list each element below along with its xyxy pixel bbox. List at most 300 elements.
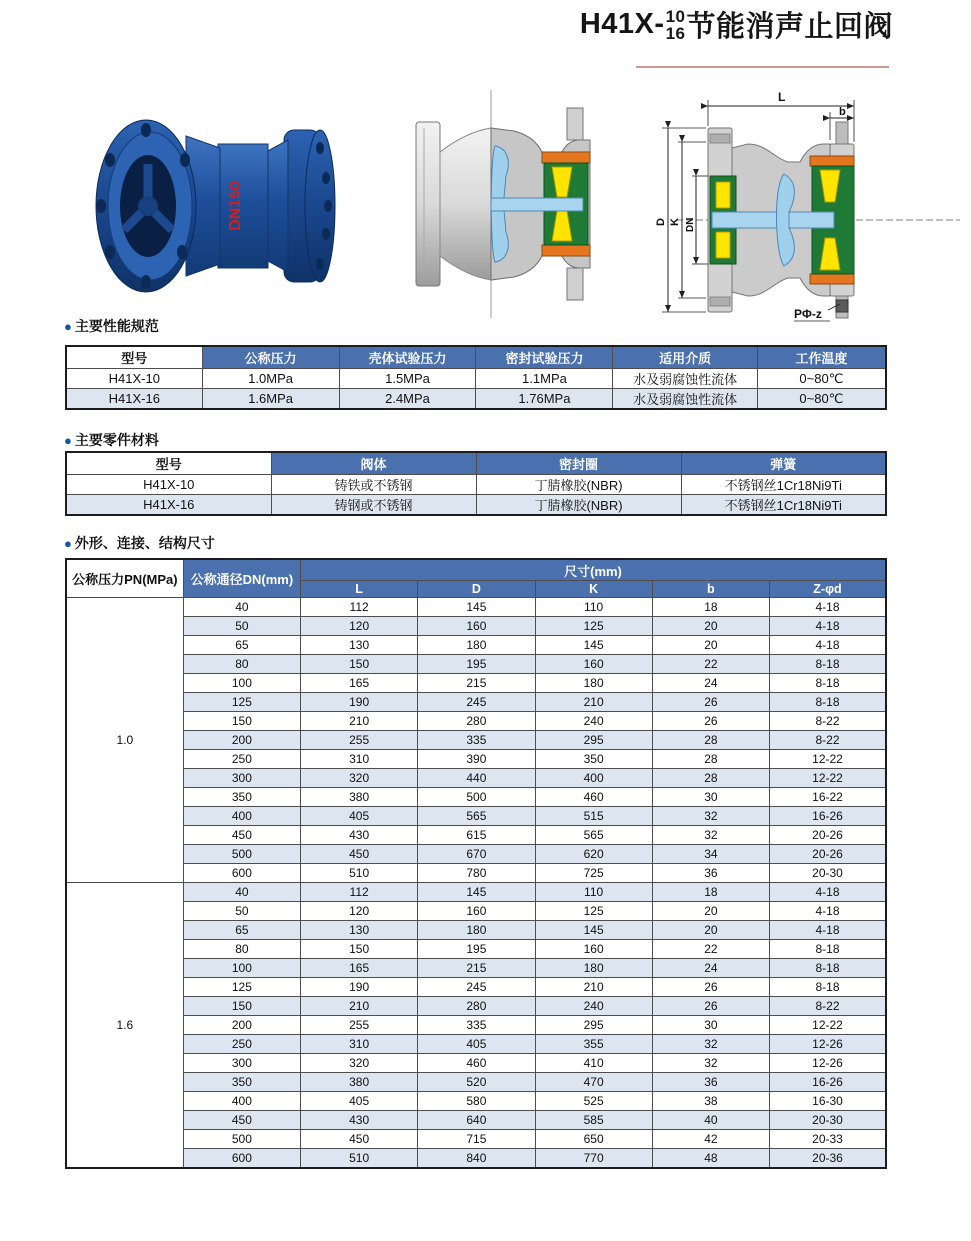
col-header-model: 型号: [66, 452, 271, 475]
bolt-hole: [316, 142, 324, 154]
table-row: [66, 369, 886, 389]
table-cell: 245: [418, 978, 535, 997]
table-cell: 8-18: [770, 693, 887, 712]
table-cell: 0~80℃: [757, 369, 886, 389]
table-cell: 405: [301, 1092, 418, 1111]
bolt-hole: [324, 200, 332, 212]
table-cell: 48: [652, 1149, 769, 1169]
table-cell: 250: [183, 1035, 300, 1054]
bolt-hole: [105, 245, 115, 259]
col-header-b: b: [652, 581, 769, 598]
table-cell: 水及弱腐蚀性流体: [613, 369, 757, 389]
table-cell: 16-26: [770, 1073, 887, 1092]
table-cell: 200: [183, 731, 300, 750]
col-header-body: 阀体: [271, 452, 476, 475]
table-cell: 150: [183, 997, 300, 1016]
table-cell: 190: [301, 693, 418, 712]
table-row: [66, 1016, 886, 1035]
table-cell: 112: [301, 598, 418, 617]
col-header-Zd: Z-φd: [770, 581, 887, 598]
table-row: [66, 864, 886, 883]
table-cell: 715: [418, 1130, 535, 1149]
table-cell: 120: [301, 902, 418, 921]
bolt-hole: [96, 199, 106, 213]
table-cell: 铸铁或不锈钢: [271, 475, 476, 495]
bolt-hole: [322, 172, 330, 184]
table-cell: 12-22: [770, 750, 887, 769]
bolt-hole: [105, 153, 115, 167]
table-cell: 40: [183, 598, 300, 617]
table-cell: 460: [418, 1054, 535, 1073]
table-row: [66, 902, 886, 921]
table-cell: 24: [652, 674, 769, 693]
table-cell: 26: [652, 978, 769, 997]
valve-dimension-diagram: [648, 86, 966, 329]
table-row: [66, 475, 886, 495]
table-cell: 38: [652, 1092, 769, 1111]
table-cell: 145: [535, 921, 652, 940]
table-cell: 1.1MPa: [476, 369, 613, 389]
table-cell: 215: [418, 959, 535, 978]
table-cell: 20-30: [770, 864, 887, 883]
table-cell: 335: [418, 1016, 535, 1035]
table-cell: 165: [301, 674, 418, 693]
section-heading-materials: [64, 430, 159, 450]
table-cell: 160: [418, 902, 535, 921]
table-cell: 210: [301, 712, 418, 731]
table-cell: 4-18: [770, 921, 887, 940]
performance-table: [65, 345, 887, 410]
table-cell: 460: [535, 788, 652, 807]
table-cell: 300: [183, 1054, 300, 1073]
table-cell: 26: [652, 693, 769, 712]
table-cell: 32: [652, 826, 769, 845]
table-cell: 565: [535, 826, 652, 845]
table-cell: 36: [652, 1073, 769, 1092]
table-cell: 丁腈橡胶(NBR): [476, 495, 681, 516]
table-cell: 250: [183, 750, 300, 769]
table-cell: 65: [183, 636, 300, 655]
table-cell: 水及弱腐蚀性流体: [613, 389, 757, 410]
header-row: [66, 346, 886, 369]
dimension-drawing: [648, 86, 966, 324]
table-cell: 18: [652, 883, 769, 902]
table-cell: 565: [418, 807, 535, 826]
table-cell: 440: [418, 769, 535, 788]
table-cell: 28: [652, 731, 769, 750]
dim-label-K: K: [669, 218, 681, 226]
title-underline: [636, 66, 889, 68]
table-cell: 125: [535, 902, 652, 921]
table-row: [66, 1073, 886, 1092]
table-cell: 1.5MPa: [339, 369, 476, 389]
table-row: [66, 693, 886, 712]
valve-half-section-diagram: [394, 90, 610, 323]
table-cell: 210: [535, 978, 652, 997]
table-cell: 20-36: [770, 1149, 887, 1169]
table-cell: 430: [301, 826, 418, 845]
pn-group-cell: 1.6: [66, 883, 183, 1169]
flange-stud: [567, 108, 583, 140]
table-cell: 770: [535, 1149, 652, 1169]
page-title: [580, 4, 893, 45]
table-cell: H41X-16: [66, 389, 202, 410]
table-cell: 不锈钢丝1Cr18Ni9Ti: [681, 475, 886, 495]
table-cell: 200: [183, 1016, 300, 1035]
header-row: [66, 452, 886, 475]
table-row: [66, 978, 886, 997]
col-header-K: K: [535, 581, 652, 598]
table-cell: 50: [183, 902, 300, 921]
table-row: [66, 845, 886, 864]
seal-ring: [542, 245, 590, 256]
table-cell: 1.76MPa: [476, 389, 613, 410]
table-row: [66, 731, 886, 750]
table-cell: 295: [535, 731, 652, 750]
bolt-hole: [710, 297, 730, 306]
table-cell: 470: [535, 1073, 652, 1092]
table-cell: 4-18: [770, 902, 887, 921]
table-cell: 20-26: [770, 845, 887, 864]
table-cell: 215: [418, 674, 535, 693]
header-row: [66, 559, 886, 581]
table-cell: 130: [301, 921, 418, 940]
table-cell: 100: [183, 674, 300, 693]
table-cell: 380: [301, 788, 418, 807]
table-cell: 丁腈橡胶(NBR): [476, 475, 681, 495]
table-cell: 12-26: [770, 1054, 887, 1073]
table-cell: 125: [183, 693, 300, 712]
table-cell: 16-22: [770, 788, 887, 807]
table-cell: 525: [535, 1092, 652, 1111]
table-cell: 34: [652, 845, 769, 864]
table-cell: 240: [535, 712, 652, 731]
col-header-L: L: [301, 581, 418, 598]
table-cell: 280: [418, 712, 535, 731]
table-cell: 20: [652, 636, 769, 655]
section-heading-dimensions: [64, 533, 215, 553]
table-cell: 30: [652, 788, 769, 807]
table-cell: 725: [535, 864, 652, 883]
table-cell: 铸钢或不锈钢: [271, 495, 476, 516]
table-row: [66, 1035, 886, 1054]
col-header-temperature: 工作温度: [757, 346, 886, 369]
table-cell: 180: [418, 921, 535, 940]
table-cell: 4-18: [770, 598, 887, 617]
col-header-medium: 适用介质: [613, 346, 757, 369]
table-cell: 400: [183, 807, 300, 826]
table-cell: 110: [535, 598, 652, 617]
table-cell: 8-18: [770, 978, 887, 997]
table-cell: 145: [418, 883, 535, 902]
table-cell: 450: [301, 845, 418, 864]
table-cell: 280: [418, 997, 535, 1016]
table-row: [66, 1054, 886, 1073]
table-cell: 145: [418, 598, 535, 617]
seal-ring: [810, 156, 854, 166]
table-cell: 615: [418, 826, 535, 845]
table-cell: 28: [652, 769, 769, 788]
table-cell: 20: [652, 921, 769, 940]
table-cell: 1.6MPa: [202, 389, 339, 410]
table-cell: 0~80℃: [757, 389, 886, 410]
bullet-icon: ●: [64, 433, 72, 448]
dn-marking-text: DN150: [227, 181, 244, 231]
table-cell: 30: [652, 1016, 769, 1035]
dim-label-bolt-circle: PΦ-z: [794, 307, 822, 321]
table-cell: 110: [535, 883, 652, 902]
table-cell: 350: [535, 750, 652, 769]
half-section-drawing: [394, 90, 610, 318]
table-cell: 245: [418, 693, 535, 712]
seal-ring: [542, 152, 590, 163]
table-cell: 180: [418, 636, 535, 655]
table-cell: 28: [652, 750, 769, 769]
table-row: [66, 1130, 886, 1149]
fraction-numerator: 10: [665, 6, 686, 26]
table-row: [66, 655, 886, 674]
bolt-hole: [177, 245, 187, 259]
table-row: [66, 617, 886, 636]
table-cell: 310: [301, 750, 418, 769]
col-header-model: 型号: [66, 346, 202, 369]
table-cell: 585: [535, 1111, 652, 1130]
table-cell: 20: [652, 902, 769, 921]
table-cell: 12-22: [770, 1016, 887, 1035]
table-cell: 16-26: [770, 807, 887, 826]
table-cell: 18: [652, 598, 769, 617]
table-cell: 8-18: [770, 674, 887, 693]
bullet-icon: ●: [64, 536, 72, 551]
table-cell: 320: [301, 1054, 418, 1073]
table-cell: 320: [301, 769, 418, 788]
table-cell: 355: [535, 1035, 652, 1054]
table-cell: 430: [301, 1111, 418, 1130]
table-cell: 22: [652, 940, 769, 959]
table-cell: 295: [535, 1016, 652, 1035]
fraction-denominator: 16: [665, 23, 686, 43]
table-row: [66, 712, 886, 731]
table-cell: 145: [535, 636, 652, 655]
table-row: [66, 750, 886, 769]
table-cell: 80: [183, 940, 300, 959]
table-cell: 1.0MPa: [202, 369, 339, 389]
table-cell: 210: [535, 693, 652, 712]
table-cell: H41X-10: [66, 369, 202, 389]
materials-table: [65, 451, 887, 516]
flange-stud: [567, 268, 583, 300]
table-cell: 650: [535, 1130, 652, 1149]
table-cell: 520: [418, 1073, 535, 1092]
table-cell: 4-18: [770, 617, 887, 636]
valve-stem: [491, 198, 583, 211]
spring: [716, 182, 730, 208]
dim-label-L: L: [778, 90, 786, 104]
table-row: [66, 959, 886, 978]
section-title: 主要性能规范: [74, 318, 159, 334]
table-row: [66, 1149, 886, 1169]
table-cell: 780: [418, 864, 535, 883]
table-cell: 150: [301, 940, 418, 959]
table-cell: 620: [535, 845, 652, 864]
table-cell: 20: [652, 617, 769, 636]
bullet-icon: ●: [64, 319, 72, 334]
table-cell: 65: [183, 921, 300, 940]
table-cell: 22: [652, 655, 769, 674]
table-row: [66, 921, 886, 940]
table-row: [66, 788, 886, 807]
table-cell: 32: [652, 807, 769, 826]
table-cell: 400: [535, 769, 652, 788]
table-cell: 8-18: [770, 959, 887, 978]
table-cell: 125: [183, 978, 300, 997]
table-cell: 160: [535, 940, 652, 959]
table-cell: 840: [418, 1149, 535, 1169]
col-header-nominal-pressure: 公称压力: [202, 346, 339, 369]
table-cell: 100: [183, 959, 300, 978]
table-cell: 195: [418, 940, 535, 959]
table-cell: 450: [301, 1130, 418, 1149]
table-row: [66, 807, 886, 826]
table-cell: 500: [183, 845, 300, 864]
table-row: [66, 1092, 886, 1111]
table-cell: 410: [535, 1054, 652, 1073]
pn-group-cell: 1.0: [66, 598, 183, 883]
table-cell: 12-22: [770, 769, 887, 788]
table-cell: 670: [418, 845, 535, 864]
table-row: [66, 826, 886, 845]
table-row: [66, 674, 886, 693]
table-cell: 32: [652, 1054, 769, 1073]
title-product-name: 节能消声止回阀: [686, 11, 893, 43]
section-heading-performance: [64, 316, 159, 336]
col-header-spring: 弹簧: [681, 452, 886, 475]
table-cell: 4-18: [770, 636, 887, 655]
table-cell: 350: [183, 1073, 300, 1092]
table-cell: 405: [418, 1035, 535, 1054]
table-cell: 26: [652, 712, 769, 731]
table-cell: 26: [652, 997, 769, 1016]
table-cell: 2.4MPa: [339, 389, 476, 410]
bolt-hole: [141, 275, 151, 289]
table-cell: 165: [301, 959, 418, 978]
table-cell: 160: [535, 655, 652, 674]
table-cell: 8-22: [770, 731, 887, 750]
table-cell: 40: [652, 1111, 769, 1130]
table-row: [66, 495, 886, 516]
table-cell: 4-18: [770, 883, 887, 902]
table-cell: 20-26: [770, 826, 887, 845]
table-row: [66, 1111, 886, 1130]
table-row: [66, 389, 886, 410]
valve-photo-drawing: [88, 108, 350, 304]
table-cell: 125: [535, 617, 652, 636]
spring: [716, 232, 730, 258]
table-cell: 130: [301, 636, 418, 655]
bolt-hole: [141, 123, 151, 137]
table-cell: H41X-16: [66, 495, 271, 516]
table-cell: 515: [535, 807, 652, 826]
bolt-hole: [180, 153, 190, 167]
table-cell: 180: [535, 959, 652, 978]
title-model-prefix: H41X-: [579, 8, 665, 40]
table-cell: 8-22: [770, 997, 887, 1016]
table-cell: 240: [535, 997, 652, 1016]
table-cell: 190: [301, 978, 418, 997]
table-cell: 20-33: [770, 1130, 887, 1149]
table-cell: 450: [183, 826, 300, 845]
table-cell: 150: [301, 655, 418, 674]
table-cell: 80: [183, 655, 300, 674]
table-row: [66, 940, 886, 959]
dim-label-DN: DN: [685, 217, 696, 232]
bolt-hole-z: [836, 300, 848, 312]
col-header-shell-test: 壳体试验压力: [339, 346, 476, 369]
table-cell: 8-18: [770, 655, 887, 674]
table-cell: 112: [301, 883, 418, 902]
col-header-dn: 公称通径DN(mm): [183, 559, 300, 598]
table-cell: 8-18: [770, 940, 887, 959]
bolt-hole: [316, 258, 324, 270]
table-cell: 20-30: [770, 1111, 887, 1130]
table-cell: 335: [418, 731, 535, 750]
section-title: 外形、连接、结构尺寸: [74, 535, 215, 551]
table-cell: 380: [301, 1073, 418, 1092]
table-cell: 405: [301, 807, 418, 826]
dim-label-b: b: [839, 106, 846, 118]
table-cell: H41X-10: [66, 475, 271, 495]
table-row: [66, 769, 886, 788]
title-model-fraction: [666, 8, 686, 42]
table-cell: 40: [183, 883, 300, 902]
table-cell: 255: [301, 731, 418, 750]
table-cell: 350: [183, 788, 300, 807]
table-cell: 450: [183, 1111, 300, 1130]
col-header-seal-test: 密封试验压力: [476, 346, 613, 369]
table-row: [66, 636, 886, 655]
table-cell: 42: [652, 1130, 769, 1149]
seal-ring: [810, 274, 854, 284]
bolt-hole: [322, 228, 330, 240]
table-cell: 16-30: [770, 1092, 887, 1111]
table-cell: 390: [418, 750, 535, 769]
table-cell: 180: [535, 674, 652, 693]
table-cell: 36: [652, 864, 769, 883]
flange-stud: [836, 122, 848, 144]
table-cell: 500: [183, 1130, 300, 1149]
table-cell: 8-22: [770, 712, 887, 731]
table-cell: 510: [301, 864, 418, 883]
table-cell: 160: [418, 617, 535, 636]
col-header-D: D: [418, 581, 535, 598]
dimensions-table: [65, 558, 887, 1169]
table-cell: 310: [301, 1035, 418, 1054]
valve-photo: [88, 108, 350, 309]
table-cell: 580: [418, 1092, 535, 1111]
col-header-seal: 密封圈: [476, 452, 681, 475]
table-row: [66, 598, 886, 617]
table-cell: 600: [183, 1149, 300, 1169]
table-cell: 50: [183, 617, 300, 636]
section-title: 主要零件材料: [74, 432, 159, 448]
table-cell: 195: [418, 655, 535, 674]
table-row: [66, 883, 886, 902]
table-cell: 600: [183, 864, 300, 883]
table-cell: 255: [301, 1016, 418, 1035]
valve-stem: [712, 212, 834, 228]
bolt-hole: [710, 134, 730, 143]
table-cell: 400: [183, 1092, 300, 1111]
